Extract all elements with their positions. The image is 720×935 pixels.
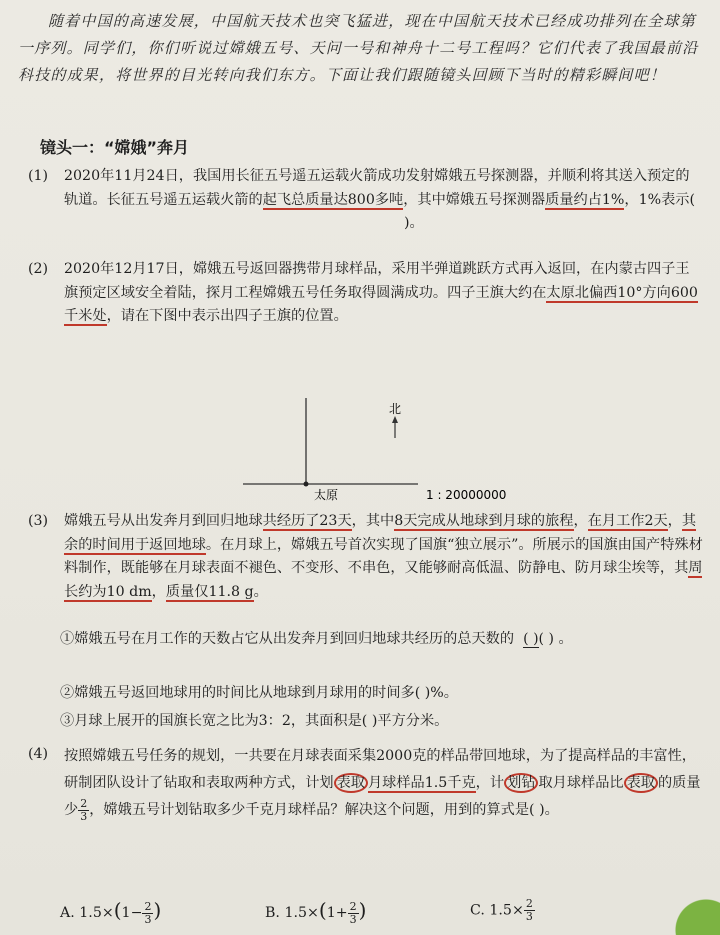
option-c[interactable]: C. 1.5× $\frac{2}{3}$ (470, 897, 533, 923)
circled-mark: 划钻 (504, 773, 538, 793)
question-text: 2020年11月24日，我国用长征五号遥五运载火箭成功发射嫦娥五号探测器，并顺利将其送入预定的轨道。长征五号遥五运载火箭的起飞总质量达800多吨，其中嫦娥五号探测器质量约占1%，1%表示()。 (64, 168, 695, 231)
question-text: 嫦娥五号从出发奔月到回归地球共经历了23天，其中8天完成从地球到月球的旅程，在月工作2天，其余的时间用于返回地球。在月球上，嫦娥五号首次实现了国旗“独立展示”。所展示的国旗由国产特殊材料制作，既能够在月球表面不褪色、不变形、不串色，又能够耐高低温、防静电、防月球尘埃等，其周长约为10 dm，质量仅11.8 g。 (64, 513, 703, 600)
origin-label: 太原 (314, 488, 339, 502)
circled-mark: 表取 (624, 773, 658, 793)
option-a[interactable]: A. 1.5×(1− $\frac{2}{3}$ ) (60, 898, 162, 926)
decorative-leaf-icon (650, 885, 720, 935)
question-text: 按照嫦娥五号任务的规划，一共要在月球表面采集2000克的样品带回地球，为了提高样品的丰富性，研制团队设计了钻取和表取两种方式，计划 表取 月球样品1.5千克，计 划钻 取月球样品比 表取 的质量少 $\frac{2}{3}$ ，嫦娥五号计划钻取多少千克月球样品？解决这个问题，用到的算式是( )。 (64, 748, 701, 823)
circled-mark: 表取 (334, 773, 368, 793)
north-label: 北 (388, 402, 402, 416)
question-3 (28, 510, 703, 604)
question-number: (4) (28, 746, 49, 762)
origin-point (304, 482, 309, 487)
option-b[interactable]: B. 1.5×(1+ $\frac{2}{3}$ ) (265, 898, 367, 926)
north-arrowhead-icon (392, 416, 398, 423)
scale-label: 1 : 20000000 (426, 488, 507, 502)
subquestion-1: ①嫦娥五号在月工作的天数占它从出发奔月到回归地球共经历的总天数的 ( )( ) 。 (60, 631, 573, 647)
question-number: (3) (28, 513, 49, 529)
question-4 (28, 743, 703, 824)
question-number: (1) (28, 168, 49, 184)
fraction: $\frac{2}{3}$ (80, 796, 88, 823)
question-number: (2) (28, 261, 49, 277)
intro-paragraph: 随着中国的高速发展，中国航天技术也突飞猛进，现在中国航天技术已经成功排列在全球第一序列。同学们，你们听说过嫦娥五号、天问一号和神舟十二号工程吗？它们代表了我国最前沿科技的成果，将世界的目光转向我们东方。下面让我们跟随镜头回顾下当时的精彩瞬间吧！ (18, 12, 699, 84)
answer-fraction[interactable]: ( )( ) (523, 631, 554, 647)
subquestion-3: ③月球上展开的国旗长宽之比为3：2，其面积是( )平方分米。 (60, 713, 449, 729)
section-title: 镜头一：“嫦娥”奔月 (40, 138, 190, 157)
question-text: 2020年12月17日，嫦娥五号返回器携带月球样品，采用半弹道跳跃方式再入返回，在内蒙古四子王旗预定区域安全着陆，探月工程嫦娥五号任务取得圆满成功。四子王旗大约在太原北偏西10°方向600千米处，请在下图中表示出四子王旗的位置。 (64, 261, 698, 324)
subquestion-2: ②嫦娥五号返回地球用的时间比从地球到月球用的时间多( )%。 (60, 685, 458, 701)
